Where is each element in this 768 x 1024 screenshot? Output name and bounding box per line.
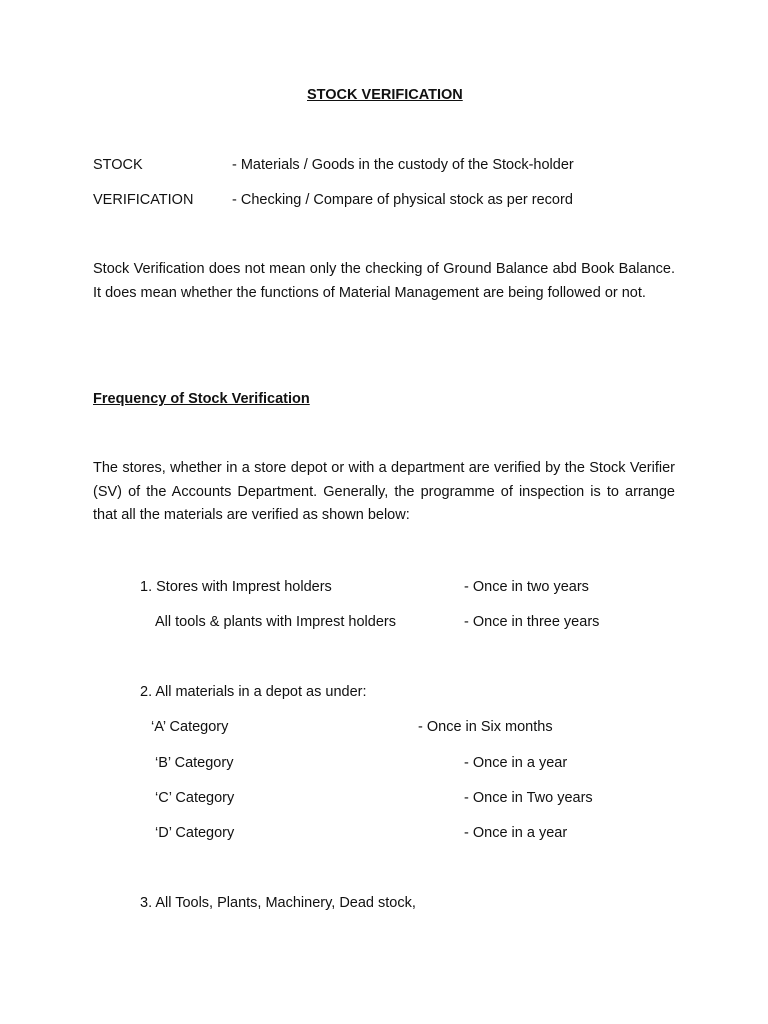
list-item-label: 3. All Tools, Plants, Machinery, Dead stock, [140,895,416,911]
category-frequency-b: - Once in a year [464,755,568,771]
intro-paragraph: Stock Verification does not mean only the checking of Ground Balance abd Book Balance. It does mean whether the functions of Material Management are being followed or not. [93,261,675,301]
definition-term-verification: VERIFICATION [93,192,194,208]
list-item-frequency: - Once in three years [464,614,600,630]
section-paragraph: The stores, whether in a store depot or with a department are verified by the Stock Verifier (SV) of the Accounts Department. Generally, the programme of inspection is to arrange that all the materials are verified as shown below: [93,460,675,523]
category-label-d: ‘D’ Category [155,825,235,841]
category-label-b: ‘B’ Category [155,755,234,771]
page-title: STOCK VERIFICATION [307,87,463,103]
category-frequency-d: - Once in a year [464,825,568,841]
category-frequency-a: - Once in Six months [418,719,553,735]
definition-meaning-verification: - Checking / Compare of physical stock as per record [232,192,573,208]
list-item-label: All tools & plants with Imprest holders [155,614,396,630]
definition-meaning-stock: - Materials / Goods in the custody of the Stock-holder [232,157,574,173]
section-heading: Frequency of Stock Verification [93,391,310,407]
list-item-label: 1. Stores with Imprest holders [140,579,332,595]
category-frequency-c: - Once in Two years [464,790,593,806]
list-item-frequency: - Once in two years [464,579,589,595]
list-item-label: 2. All materials in a depot as under: [140,684,367,700]
definition-term-stock: STOCK [93,157,143,173]
category-label-c: ‘C’ Category [155,790,235,806]
category-label-a: ‘A’ Category [151,719,229,735]
